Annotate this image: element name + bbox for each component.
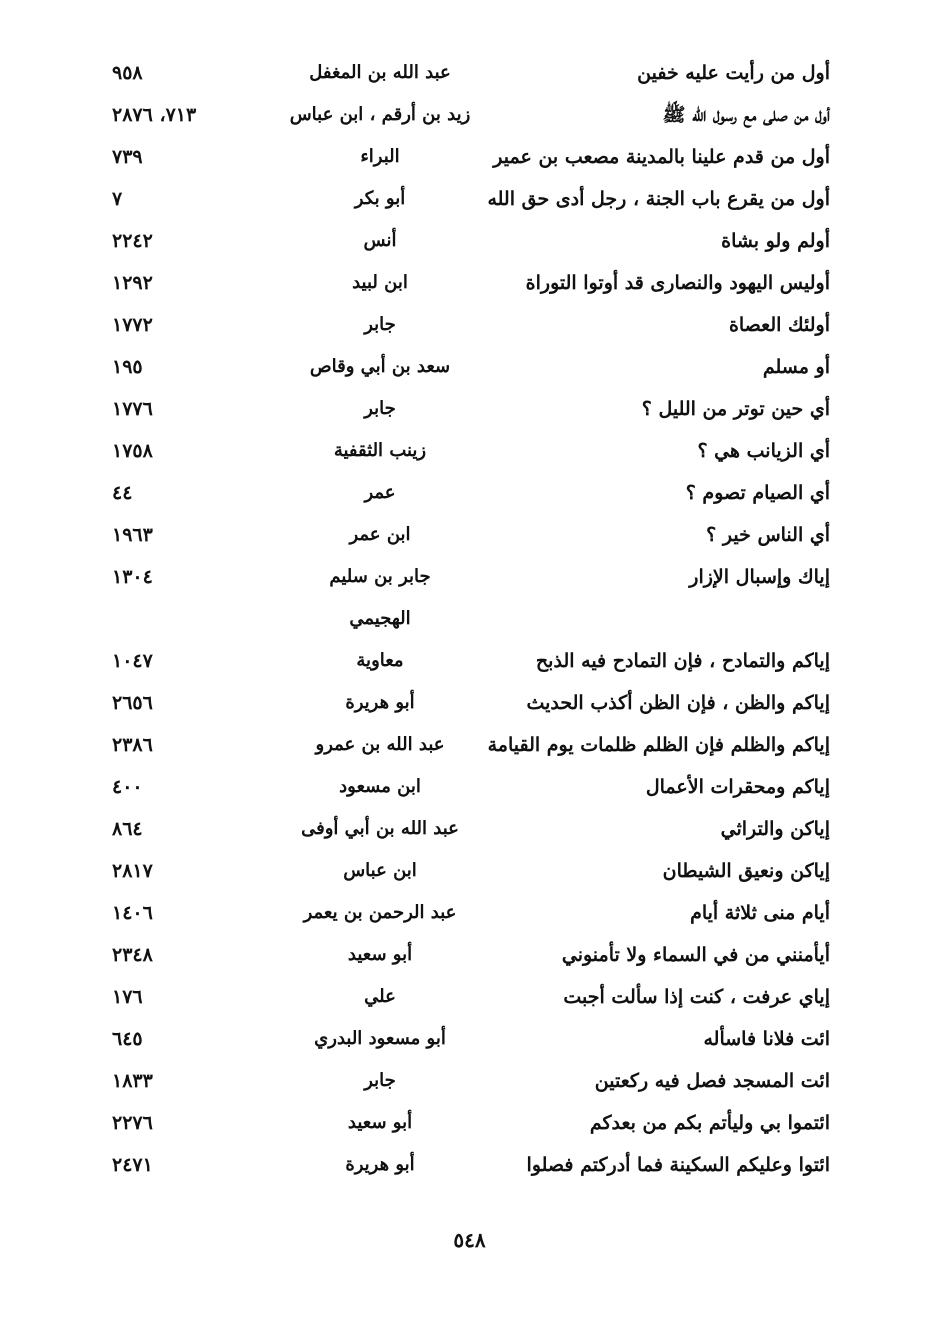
hadith-number: ٢٣٤٨ bbox=[112, 944, 153, 966]
narrator-name: أبو بكر bbox=[354, 188, 406, 209]
hadith-text: أول من يقرع باب الجنة ، رجل أدى حق الله bbox=[487, 188, 830, 210]
hadith-number: ٢٢٧٦ bbox=[112, 1112, 153, 1134]
narrator-name: ابن عباس bbox=[343, 860, 417, 881]
hadith-text: أولم ولو بشاة bbox=[721, 230, 830, 252]
hadith-text: ائت فلانا فاسأله bbox=[703, 1028, 830, 1050]
hadith-number: ٩٥٨ bbox=[112, 62, 143, 84]
index-row bbox=[100, 52, 830, 94]
hadith-number: ٨٦٤ bbox=[112, 818, 143, 840]
hadith-number: ١٢٩٢ bbox=[112, 272, 153, 294]
hadith-text: إياكم والتمادح ، فإن التمادح فيه الذبح bbox=[535, 650, 830, 672]
index-row bbox=[100, 892, 830, 934]
hadith-text: إياكم ومحقرات الأعمال bbox=[645, 776, 830, 798]
hadith-text: ائتوا وعليكم السكينة فما أدركتم فصلوا bbox=[526, 1154, 830, 1176]
narrator-name: أبو هريرة bbox=[345, 692, 415, 713]
hadith-text: أول من صلى مع رسول الله ﷺ bbox=[662, 104, 830, 126]
narrator-name: ابن لبيد bbox=[352, 272, 408, 293]
index-row bbox=[100, 640, 830, 682]
index-row bbox=[100, 136, 830, 178]
index-row bbox=[100, 598, 830, 640]
hadith-number: ٢٨١٧ bbox=[112, 860, 153, 882]
hadith-number: ١٨٣٣ bbox=[112, 1070, 153, 1092]
hadith-text: أي الصيام تصوم ؟ bbox=[685, 482, 830, 504]
index-row bbox=[100, 304, 830, 346]
hadith-text: أول من رأيت عليه خفين bbox=[637, 62, 830, 84]
index-row bbox=[100, 1060, 830, 1102]
index-row bbox=[100, 976, 830, 1018]
index-row bbox=[100, 1144, 830, 1186]
index-row bbox=[100, 766, 830, 808]
hadith-index-list bbox=[100, 52, 830, 1186]
hadith-number: ١٧٦ bbox=[112, 986, 143, 1008]
index-row bbox=[100, 220, 830, 262]
narrator-name: ابن عمر bbox=[349, 524, 411, 545]
hadith-number: ٧٣٩ bbox=[112, 146, 143, 168]
index-row bbox=[100, 430, 830, 472]
index-row bbox=[100, 682, 830, 724]
hadith-text: ائت المسجد فصل فيه ركعتين bbox=[594, 1070, 830, 1092]
hadith-number: ١٩٥ bbox=[112, 356, 143, 378]
narrator-name: جابر bbox=[364, 314, 396, 335]
hadith-text: إياكم والظن ، فإن الظن أكذب الحديث bbox=[526, 692, 830, 714]
narrator-name: ابن مسعود bbox=[339, 776, 421, 797]
hadith-number: ١٠٤٧ bbox=[112, 650, 153, 672]
hadith-text: إياكن ونعيق الشيطان bbox=[662, 860, 830, 882]
hadith-number: ٤٠٠ bbox=[112, 776, 143, 798]
hadith-text: إياي عرفت ، كنت إذا سألت أجبت bbox=[563, 986, 830, 1008]
narrator-name: سعد بن أبي وقاص bbox=[309, 356, 451, 377]
hadith-text: أي حين توتر من الليل ؟ bbox=[641, 398, 830, 420]
narrator-name: الهجيمي bbox=[349, 608, 411, 629]
index-row bbox=[100, 850, 830, 892]
narrator-name: جابر bbox=[364, 398, 396, 419]
hadith-number: ٢٦٥٦ bbox=[112, 692, 153, 714]
narrator-name: معاوية bbox=[356, 650, 404, 671]
narrator-name: علي bbox=[364, 986, 396, 1007]
hadith-text: أوليس اليهود والنصارى قد أوتوا التوراة bbox=[525, 272, 830, 294]
hadith-number: ١٧٥٨ bbox=[112, 440, 153, 462]
hadith-number: ١٣٠٤ bbox=[112, 566, 153, 588]
narrator-name: عمر bbox=[364, 482, 396, 503]
hadith-number bbox=[100, 598, 252, 640]
hadith-text: أي الناس خير ؟ bbox=[706, 524, 830, 546]
hadith-text: أول من قدم علينا بالمدينة مصعب بن عمير bbox=[493, 146, 830, 168]
hadith-number: ٢٤٧١ bbox=[112, 1154, 153, 1176]
hadith-text: أيام منى ثلاثة أيام bbox=[690, 902, 830, 924]
narrator-name: عبد الله بن المغفل bbox=[309, 62, 451, 83]
hadith-number: ٧١٣، ٢٨٧٦ bbox=[112, 104, 197, 126]
hadith-text bbox=[500, 598, 830, 640]
narrator-name: أنس bbox=[363, 230, 397, 251]
hadith-number: ١٤٠٦ bbox=[112, 902, 153, 924]
index-row bbox=[100, 346, 830, 388]
hadith-number: ٢٣٨٦ bbox=[112, 734, 153, 756]
narrator-name: عبد الله بن عمرو bbox=[315, 734, 445, 755]
narrator-name: أبو سعيد bbox=[347, 944, 413, 965]
index-row bbox=[100, 514, 830, 556]
hadith-text: إياكم والظلم فإن الظلم ظلمات يوم القيامة bbox=[487, 734, 830, 756]
hadith-text: أولئك العصاة bbox=[728, 314, 830, 336]
narrator-name: أبو مسعود البدري bbox=[314, 1028, 446, 1049]
index-row bbox=[100, 262, 830, 304]
hadith-number: ٤٤ bbox=[112, 482, 133, 504]
index-row bbox=[100, 724, 830, 766]
hadith-number: ١٩٦٣ bbox=[112, 524, 153, 546]
index-row bbox=[100, 178, 830, 220]
index-row bbox=[100, 808, 830, 850]
hadith-number: ٦٤٥ bbox=[112, 1028, 143, 1050]
narrator-name: زيد بن أرقم ، ابن عباس bbox=[289, 104, 471, 125]
narrator-name: أبو سعيد bbox=[347, 1112, 413, 1133]
hadith-number: ١٧٧٦ bbox=[112, 398, 153, 420]
hadith-text: ائتموا بي وليأتم بكم من بعدكم bbox=[589, 1112, 830, 1134]
index-row bbox=[100, 934, 830, 976]
narrator-name: جابر bbox=[364, 1070, 396, 1091]
narrator-name: عبد الرحمن بن يعمر bbox=[303, 902, 457, 923]
narrator-name: عبد الله بن أبي أوفى bbox=[301, 818, 459, 839]
hadith-text: أيأمنني من في السماء ولا تأمنوني bbox=[561, 944, 830, 966]
hadith-text: أو مسلم bbox=[762, 356, 830, 378]
hadith-text: أي الزيانب هي ؟ bbox=[697, 440, 830, 462]
hadith-text: إياك وإسبال الإزار bbox=[689, 566, 830, 588]
hadith-number: ٧ bbox=[112, 188, 123, 210]
index-row bbox=[100, 388, 830, 430]
hadith-text: إياكن والتراثي bbox=[720, 818, 830, 840]
narrator-name: زينب الثقفية bbox=[333, 440, 427, 461]
page-number: ٥٤٨ bbox=[453, 1228, 486, 1252]
narrator-name: البراء bbox=[360, 146, 400, 167]
hadith-number: ٢٢٤٢ bbox=[112, 230, 153, 252]
index-row bbox=[100, 556, 830, 598]
hadith-number: ١٧٧٢ bbox=[112, 314, 153, 336]
index-row bbox=[100, 472, 830, 514]
index-row bbox=[100, 94, 830, 136]
narrator-name: جابر بن سليم bbox=[329, 566, 431, 587]
narrator-name: أبو هريرة bbox=[345, 1154, 415, 1175]
index-row bbox=[100, 1102, 830, 1144]
index-row bbox=[100, 1018, 830, 1060]
